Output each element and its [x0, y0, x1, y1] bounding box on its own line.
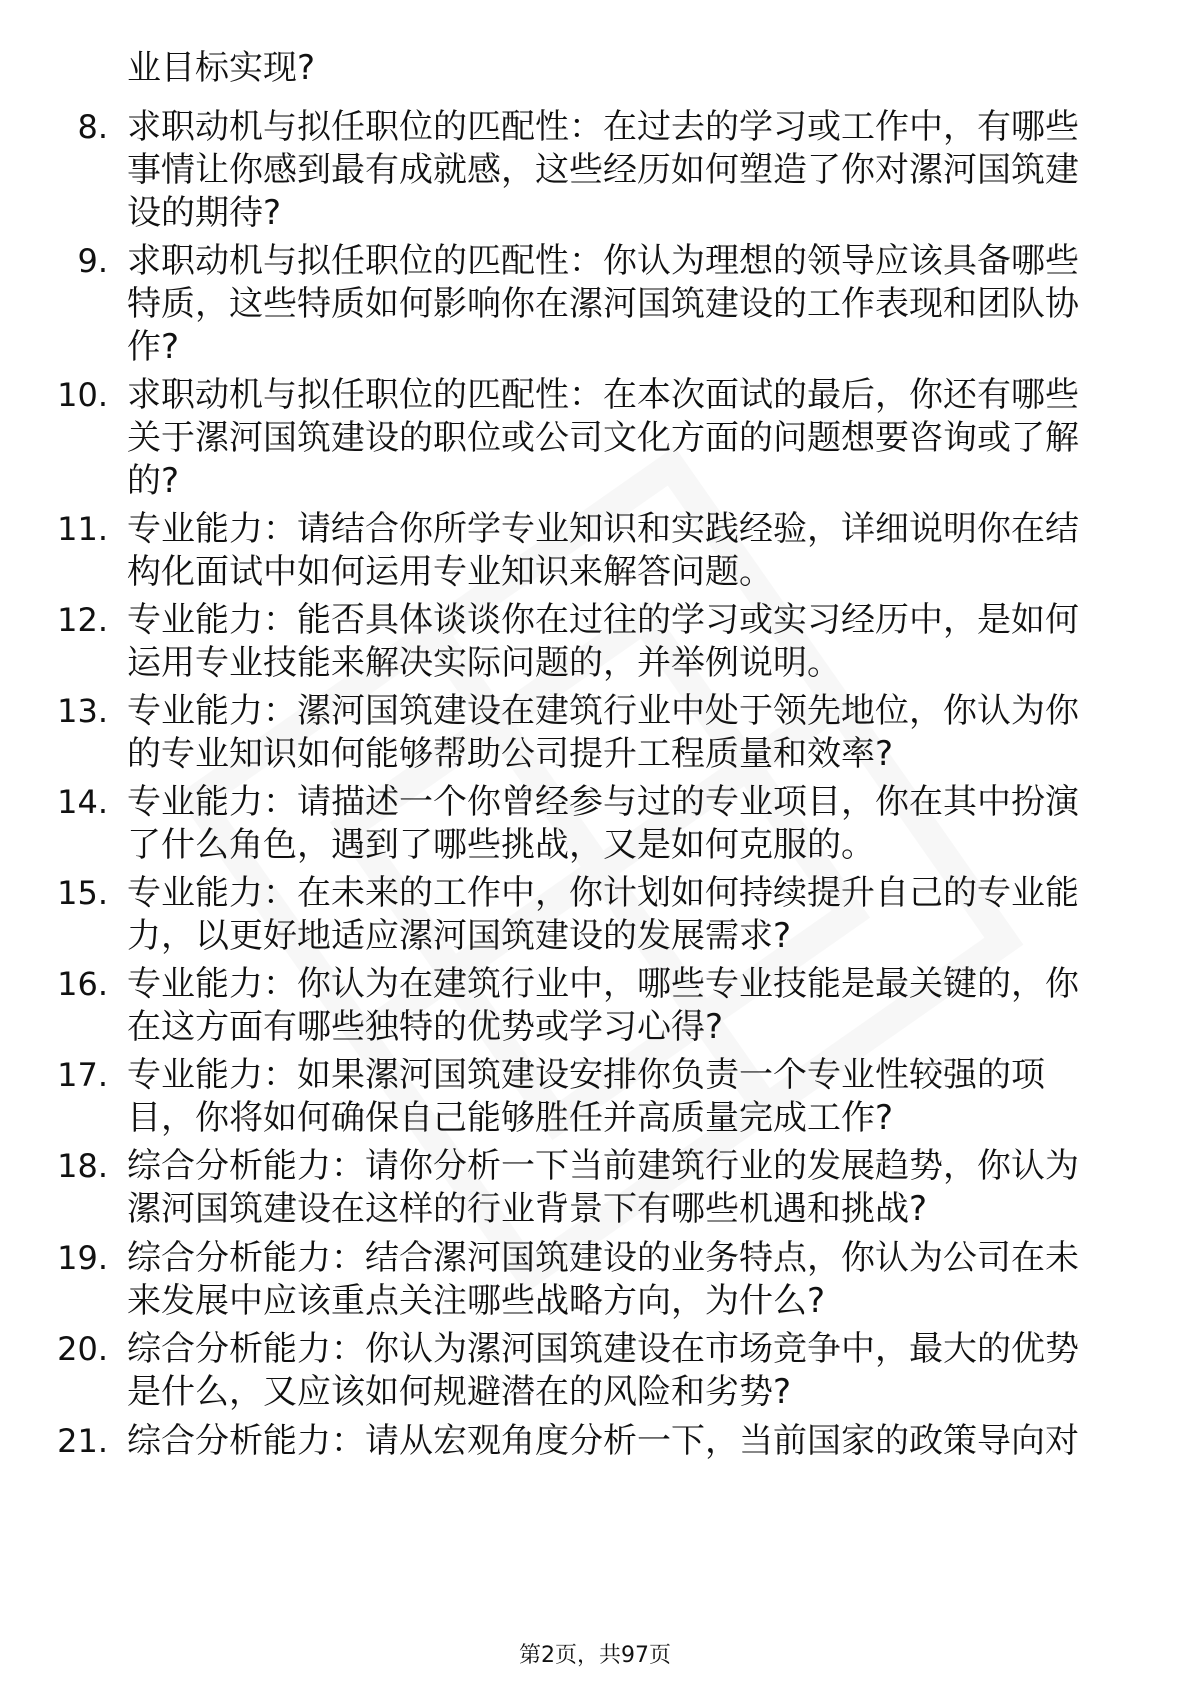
item-number: 15.	[57, 874, 108, 912]
item-text-line: 求职动机与拟任职位的匹配性：你认为理想的领导应该具备哪些	[127, 241, 1079, 281]
item-number: 16.	[57, 965, 108, 1003]
item-text-line: 的专业知识如何能够帮助公司提升工程质量和效率?	[127, 734, 894, 774]
item-text-line: 设的期待?	[127, 193, 282, 233]
continuation-line: 业目标实现?	[127, 48, 316, 88]
item-number: 19.	[57, 1239, 108, 1277]
item-text-line: 的?	[127, 461, 180, 501]
item-text-line: 专业能力：请结合你所学专业知识和实践经验，详细说明你在结	[127, 509, 1079, 549]
item-text-line: 专业能力：在未来的工作中，你计划如何持续提升自己的专业能	[127, 873, 1079, 913]
item-text-line: 专业能力：你认为在建筑行业中，哪些专业技能是最关键的，你	[127, 964, 1079, 1004]
item-text-line: 在这方面有哪些独特的优势或学习心得?	[127, 1007, 724, 1047]
item-text-line: 了什么角色，遇到了哪些挑战，又是如何克服的。	[127, 825, 875, 865]
item-number: 9.	[77, 242, 108, 280]
item-text-line: 运用专业技能来解决实际问题的，并举例说明。	[127, 643, 841, 683]
item-number: 17.	[57, 1056, 108, 1094]
item-text-line: 关于漯河国筑建设的职位或公司文化方面的问题想要咨询或了解	[127, 418, 1079, 458]
item-text-line: 综合分析能力：结合漯河国筑建设的业务特点，你认为公司在未	[127, 1238, 1079, 1278]
item-text-line: 专业能力：能否具体谈谈你在过往的学习或实习经历中，是如何	[127, 600, 1079, 640]
item-text-line: 综合分析能力：请从宏观角度分析一下，当前国家的政策导向对	[127, 1421, 1079, 1461]
item-text-line: 综合分析能力：请你分析一下当前建筑行业的发展趋势，你认为	[127, 1146, 1079, 1186]
item-text-line: 综合分析能力：你认为漯河国筑建设在市场竞争中，最大的优势	[127, 1329, 1079, 1369]
page-indicator: 第2页，共97页	[519, 1643, 671, 1668]
item-number: 14.	[57, 783, 108, 821]
item-text-line: 专业能力：请描述一个你曾经参与过的专业项目，你在其中扮演	[127, 782, 1079, 822]
item-text-line: 力，以更好地适应漯河国筑建设的发展需求?	[127, 916, 792, 956]
item-number: 10.	[57, 376, 108, 414]
item-number: 18.	[57, 1147, 108, 1185]
item-text-line: 特质，这些特质如何影响你在漯河国筑建设的工作表现和团队协	[127, 284, 1079, 324]
item-text-line: 作?	[127, 327, 180, 367]
item-text-line: 专业能力：如果漯河国筑建设安排你负责一个专业性较强的项	[127, 1055, 1045, 1095]
page-footer	[0, 1642, 1190, 1670]
item-number: 8.	[77, 108, 108, 146]
item-text-line: 求职动机与拟任职位的匹配性：在过去的学习或工作中，有哪些	[127, 107, 1079, 147]
item-text-line: 求职动机与拟任职位的匹配性：在本次面试的最后，你还有哪些	[127, 375, 1079, 415]
item-text-line: 是什么，又应该如何规避潜在的风险和劣势?	[127, 1372, 792, 1412]
item-text-line: 事情让你感到最有成就感，这些经历如何塑造了你对漯河国筑建	[127, 150, 1079, 190]
item-text-line: 来发展中应该重点关注哪些战略方向，为什么?	[127, 1281, 826, 1321]
item-text-line: 漯河国筑建设在这样的行业背景下有哪些机遇和挑战?	[127, 1189, 928, 1229]
item-number: 13.	[57, 692, 108, 730]
item-number: 20.	[57, 1330, 108, 1368]
item-text-line: 专业能力：漯河国筑建设在建筑行业中处于领先地位，你认为你	[127, 691, 1079, 731]
item-number: 12.	[57, 601, 108, 639]
item-text-line: 构化面试中如何运用专业知识来解答问题。	[127, 552, 773, 592]
item-number: 21.	[57, 1422, 108, 1460]
item-text-line: 目，你将如何确保自己能够胜任并高质量完成工作?	[127, 1098, 894, 1138]
item-number: 11.	[57, 510, 108, 548]
